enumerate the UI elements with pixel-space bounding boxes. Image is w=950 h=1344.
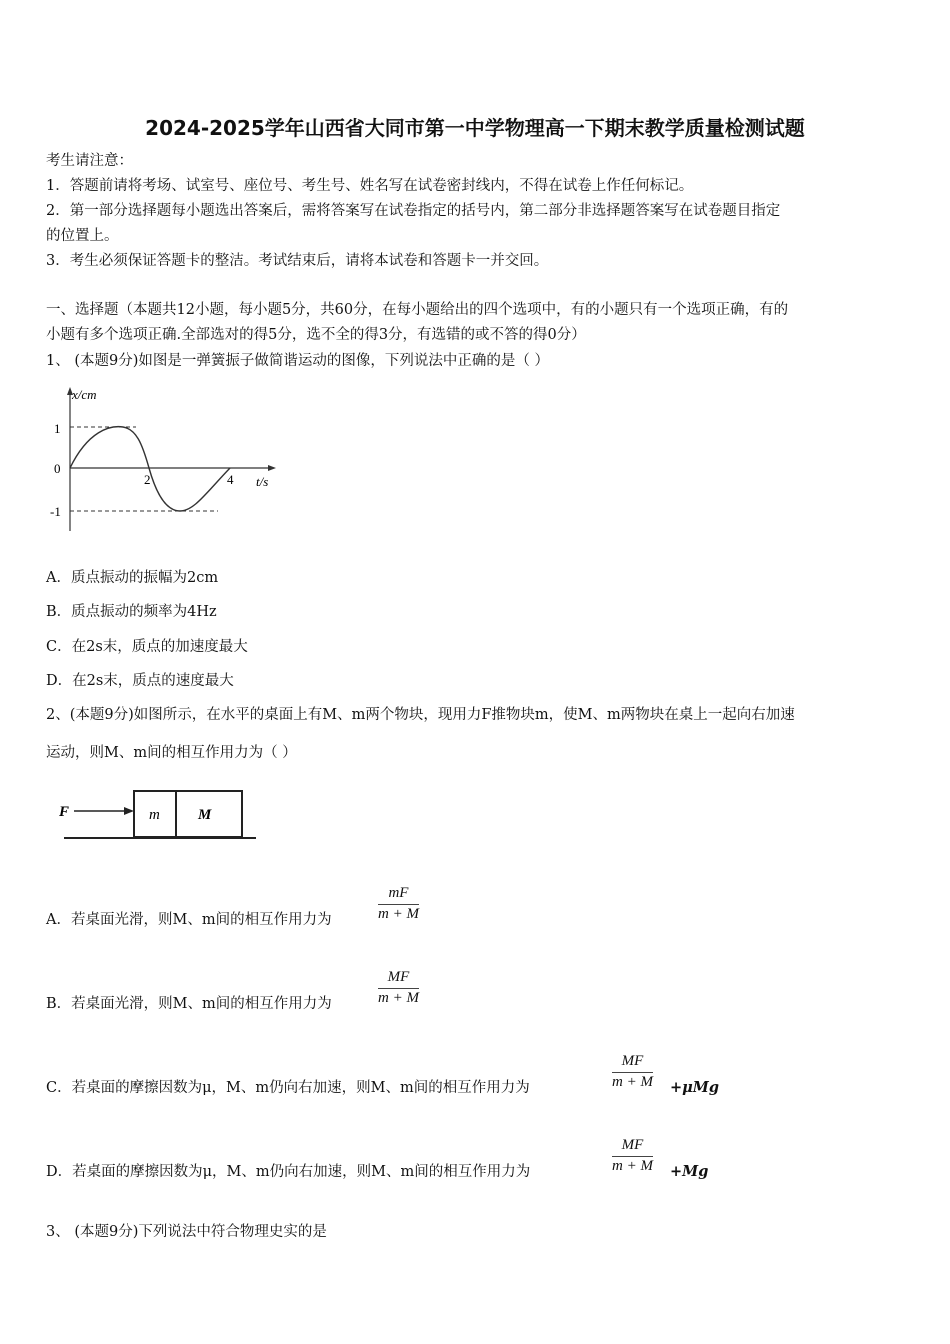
question-2-stem-line1: 2、(本题9分)如图所示，在水平的桌面上有M、m两个物块，现用力F推物块m，使M、m两物块在桌上一起向右加速: [46, 707, 795, 723]
fraction-denominator: m + M: [612, 1074, 653, 1090]
y-tick-0: 0: [54, 461, 61, 476]
fraction-denominator: m + M: [378, 990, 419, 1006]
question-2-stem-line2: 运动，则M、m间的相互作用力为（ ）: [46, 745, 297, 761]
notice-item-1: 1．答题前请将考场、试室号、座位号、考生号、姓名写在试卷密封线内，不得在试卷上作任何标记。: [46, 178, 694, 194]
q2-option-d-fraction: [612, 1137, 653, 1175]
force-label: F: [59, 804, 70, 820]
q2-option-d-text: D．若桌面的摩擦因数为μ，M、m仍向右加速，则M、m间的相互作用力为: [46, 1164, 531, 1180]
y-axis-label: x/cm: [72, 387, 97, 402]
q2-option-b-fraction: [378, 969, 419, 1007]
q1-option-d: D．在2s末，质点的速度最大: [46, 673, 234, 689]
fraction-numerator: MF: [612, 1053, 653, 1073]
q2-option-c-fraction: [612, 1053, 653, 1091]
notice-item-2: 2．第一部分选择题每小题选出答案后，需将答案写在试卷指定的括号内，第二部分非选择题答案写在试卷题目指定: [46, 203, 781, 219]
fraction-denominator: m + M: [612, 1158, 653, 1174]
sine-curve: [70, 427, 230, 511]
q2-option-a-text: A．若桌面光滑，则M、m间的相互作用力为: [46, 912, 332, 928]
q1-option-c: C．在2s末，质点的加速度最大: [46, 639, 248, 655]
fraction-numerator: MF: [612, 1137, 653, 1157]
q1-option-b: B．质点振动的频率为4Hz: [46, 604, 217, 620]
question-1-stem: 1、 (本题9分)如图是一弹簧振子做简谐运动的图像，下列说法中正确的是（ ）: [46, 353, 549, 369]
q1-option-a: A．质点振动的振幅为2cm: [46, 570, 219, 586]
block-M-label: M: [198, 807, 212, 823]
x-tick-4: 4: [227, 472, 234, 487]
fraction-numerator: mF: [378, 885, 419, 905]
q2-option-c-tail: +μMg: [670, 1079, 719, 1096]
notice-heading: 考生请注意：: [46, 153, 133, 169]
q2-option-c-text: C．若桌面的摩擦因数为μ，M、m仍向右加速，则M、m间的相互作用力为: [46, 1080, 530, 1096]
x-axis-arrow: [268, 465, 276, 471]
y-tick-neg1: -1: [50, 504, 61, 519]
q2-option-b-text: B．若桌面光滑，则M、m间的相互作用力为: [46, 996, 332, 1012]
section-instructions-line2: 小题有多个选项正确.全部选对的得5分，选不全的得3分，有选错的或不答的得0分）: [46, 327, 586, 343]
blocks-figure: [56, 785, 266, 847]
section-instructions-line1: 一、选择题（本题共12小题，每小题5分，共60分，在每小题给出的四个选项中，有的小题只有一个选项正确，有的: [46, 302, 789, 318]
y-tick-1: 1: [54, 421, 61, 436]
force-arrow-head: [124, 807, 134, 815]
oscillation-graph: [48, 383, 288, 541]
notice-item-2-cont: 的位置上。: [46, 228, 119, 244]
page-title: 2024-2025学年山西省大同市第一中学物理高一下期末教学质量检测试题: [145, 116, 805, 140]
x-axis-label: t/s: [256, 474, 269, 489]
block-m-label: m: [149, 807, 160, 823]
fraction-numerator: MF: [378, 969, 419, 989]
q2-option-d-tail: +Mg: [670, 1163, 709, 1180]
question-3-stem: 3、 (本题9分)下列说法中符合物理史实的是: [46, 1224, 327, 1240]
x-tick-2: 2: [144, 472, 151, 487]
q2-option-a-fraction: [378, 885, 419, 923]
fraction-denominator: m + M: [378, 906, 419, 922]
notice-item-3: 3．考生必须保证答题卡的整洁。考试结束后，请将本试卷和答题卡一并交回。: [46, 253, 549, 269]
